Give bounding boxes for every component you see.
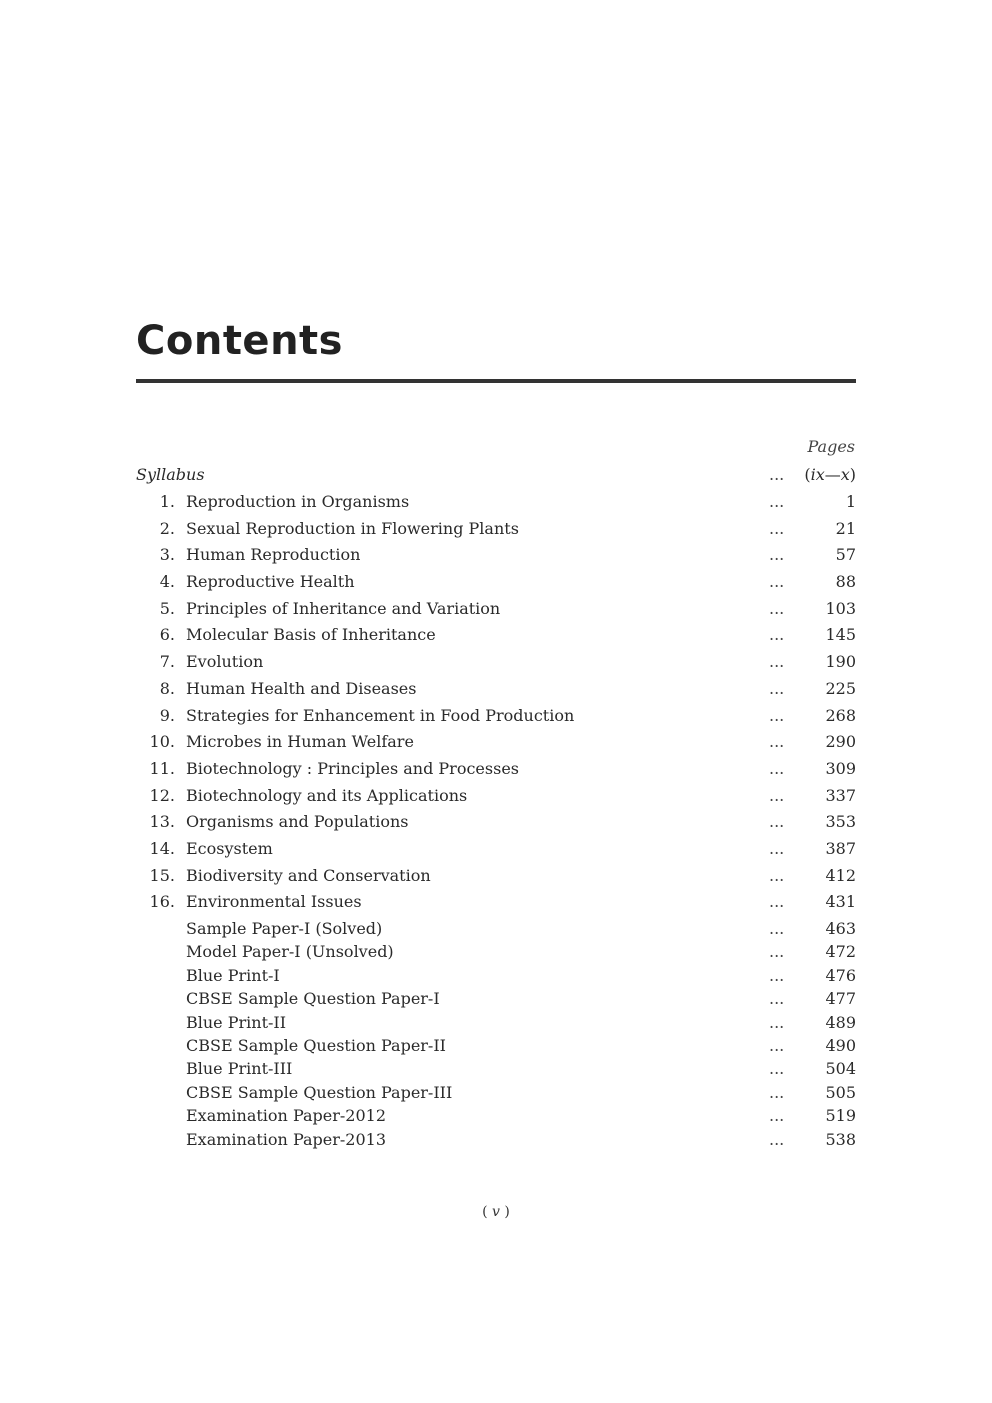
chapter-number: 3. [159,545,175,565]
toc-label: Principles of Inheritance and Variation [186,598,501,618]
leader-dots: ... [769,678,785,698]
toc-page-number: 21 [835,518,856,538]
toc-label: CBSE Sample Question Paper-III [186,1082,453,1102]
leader-dots: ... [769,732,785,752]
toc-page-number: 519 [825,1106,856,1126]
leader-dots: ... [769,1035,785,1055]
toc-page-number: 145 [825,625,856,645]
leader-dots: ... [769,965,785,985]
toc-row[interactable] [136,706,856,733]
toc-label: CBSE Sample Question Paper-I [186,989,440,1009]
toc-row[interactable] [136,759,856,786]
toc-row[interactable] [136,1106,856,1129]
leader-dots: ... [769,545,785,565]
toc-label: Strategies for Enhancement in Food Production [186,705,575,725]
pages-column-heading: Pages [807,437,855,456]
leader-dots: ... [769,465,785,484]
chapter-number: 9. [159,705,175,725]
leader-dots: ... [769,812,785,832]
toc-page-number: 103 [825,598,856,618]
toc-page-number: 225 [825,678,856,698]
toc-label: Syllabus [136,465,205,484]
toc-row[interactable] [136,812,856,839]
chapter-number: 7. [159,652,175,672]
toc-label: Blue Print-I [186,965,280,985]
toc-label: Biotechnology and its Applications [186,785,468,805]
toc-label: Examination Paper-2013 [186,1129,387,1149]
toc-row[interactable] [136,652,856,679]
toc-label: Sexual Reproduction in Flowering Plants [186,518,519,538]
chapter-number: 12. [149,785,175,805]
toc-row[interactable] [136,866,856,893]
chapter-number: 11. [149,758,175,778]
leader-dots: ... [769,1129,785,1149]
toc-page-number: 57 [835,545,856,565]
toc-page-number: 190 [825,652,856,672]
toc-page-number: 505 [825,1082,856,1102]
chapter-list [136,492,856,919]
toc-label: Human Reproduction [186,545,361,565]
toc-page-number: 489 [825,1012,856,1032]
toc-page-number: 490 [825,1035,856,1055]
toc-row[interactable] [136,1059,856,1082]
leader-dots: ... [769,1082,785,1102]
toc-page-number: 337 [825,785,856,805]
toc-row[interactable] [136,545,856,572]
toc-page-number: 1 [845,492,856,511]
leader-dots: ... [769,758,785,778]
toc-row[interactable] [136,942,856,965]
toc-label: Reproduction in Organisms [186,492,410,511]
page-title: Contents [136,318,343,364]
toc-label: CBSE Sample Question Paper-II [186,1035,446,1055]
leader-dots: ... [769,838,785,858]
toc-row[interactable] [136,1083,856,1106]
toc-page-number: 538 [825,1129,856,1149]
toc-page-number: 412 [825,865,856,885]
chapter-number: 5. [159,598,175,618]
toc-row[interactable] [136,786,856,813]
leader-dots: ... [769,1012,785,1032]
toc-label: Ecosystem [186,838,273,858]
toc-page-number: 431 [825,892,856,912]
toc-label: Blue Print-II [186,1012,287,1032]
title-underline [136,379,856,383]
leader-dots: ... [769,705,785,725]
chapter-number: 6. [159,625,175,645]
toc-label: Organisms and Populations [186,812,409,832]
chapter-number: 14. [149,838,175,858]
toc-label: Evolution [186,652,264,672]
leader-dots: ... [769,492,785,511]
leader-dots: ... [769,572,785,592]
toc-page-number: 290 [825,732,856,752]
toc-row[interactable] [136,919,856,942]
leader-dots: ... [769,942,785,962]
toc-label: Human Health and Diseases [186,678,417,698]
leader-dots: ... [769,785,785,805]
toc-page-number: 309 [825,758,856,778]
toc-row[interactable] [136,1036,856,1059]
appendix-list [136,919,856,1153]
chapter-number: 2. [159,518,175,538]
chapter-number: 15. [149,865,175,885]
chapter-number: 13. [149,812,175,832]
toc-row[interactable] [136,839,856,866]
toc-page-number: 504 [825,1059,856,1079]
toc-row[interactable] [136,966,856,989]
toc-row[interactable] [136,625,856,652]
toc-row[interactable] [136,519,856,546]
toc-label: Blue Print-III [186,1059,293,1079]
toc-row[interactable] [136,572,856,599]
toc-row[interactable] [136,1130,856,1153]
toc-row[interactable] [136,492,856,519]
toc-page-number: 268 [825,705,856,725]
toc-label: Reproductive Health [186,572,355,592]
chapter-number: 1. [159,492,175,511]
toc-row-syllabus[interactable] [136,465,856,492]
toc-row[interactable] [136,989,856,1012]
toc-label: Biodiversity and Conservation [186,865,431,885]
chapter-number: 4. [159,572,175,592]
toc-label: Sample Paper-I (Solved) [186,919,383,938]
toc-label: Examination Paper-2012 [186,1106,387,1126]
toc-page-number: 353 [825,812,856,832]
toc-label: Microbes in Human Welfare [186,732,414,752]
leader-dots: ... [769,652,785,672]
toc-row[interactable] [136,1013,856,1036]
leader-dots: ... [769,989,785,1009]
leader-dots: ... [769,919,785,938]
leader-dots: ... [769,1106,785,1126]
toc-page-number: 477 [825,989,856,1009]
toc-page-number: 88 [835,572,856,592]
leader-dots: ... [769,892,785,912]
chapter-number: 8. [159,678,175,698]
leader-dots: ... [769,865,785,885]
leader-dots: ... [769,625,785,645]
toc-row[interactable] [136,679,856,706]
toc-row[interactable] [136,732,856,759]
toc-label: Molecular Basis of Inheritance [186,625,436,645]
toc-label: Environmental Issues [186,892,362,912]
toc-row[interactable] [136,599,856,626]
toc-page-number: 463 [825,919,856,938]
page-number-footer: ( v ) [482,1204,510,1220]
toc-label: Biotechnology : Principles and Processes [186,758,519,778]
leader-dots: ... [769,1059,785,1079]
leader-dots: ... [769,518,785,538]
toc-label: Model Paper-I (Unsolved) [186,942,394,962]
leader-dots: ... [769,598,785,618]
table-of-contents [136,465,856,1153]
chapter-number: 10. [149,732,175,752]
toc-page-number: 472 [825,942,856,962]
toc-page-range: (ix—x) [804,465,856,484]
chapter-number: 16. [149,892,175,912]
toc-page-number: 476 [825,965,856,985]
toc-row[interactable] [136,892,856,919]
toc-page-number: 387 [825,838,856,858]
